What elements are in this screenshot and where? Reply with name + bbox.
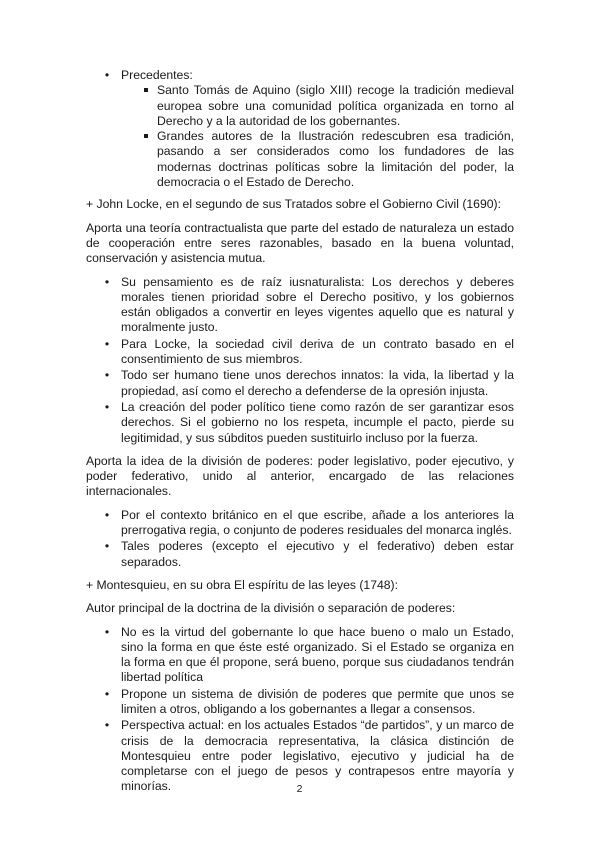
- sublist-item: [121, 83, 514, 129]
- sublist-item-text: Grandes autores de la Ilustración redescubren esa tradición, pasando a ser considerados como los fundadores de las modernas doctrinas políticas sobre la limitación del poder, la democracia o el Estado de Derecho.: [157, 129, 514, 190]
- montesquieu-bullets: [86, 625, 514, 795]
- list-item: [86, 625, 514, 686]
- list-item-text: La creación del poder político tiene como razón de ser garantizar esos derechos. Si el gobierno no los respeta, incumple el pacto, pierde su legitimidad, y sus súbditos pueden sustituirlo incluso por la fuerza.: [121, 399, 514, 445]
- list-item-text: Todo ser humano tiene unos derechos innatos: la vida, la libertad y la propiedad, así como el derecho a defenderse de la opresión injusta.: [121, 368, 514, 398]
- bullet-icon: •: [104, 718, 110, 733]
- montesquieu-intro: Autor principal de la doctrina de la división o separación de poderes:: [86, 601, 456, 616]
- locke-division-bullets: [86, 508, 514, 570]
- square-bullet-icon: [144, 88, 148, 92]
- list-item-text: Por el contexto británico en el que escribe, añade a los anteriores la prerrogativa regia, o conjunto de poderes residuales del monarca inglés.: [121, 507, 514, 538]
- list-item: [86, 337, 514, 368]
- precedentes-label: Precedentes:: [121, 68, 193, 82]
- list-item: [86, 539, 514, 570]
- list-item: [86, 400, 514, 446]
- sublist-item-text: Santo Tomás de Aquino (siglo XIII) recoge la tradición medieval europea sobre una comunidad política organizada en torno al Derecho y a la autoridad de los gobernantes.: [157, 83, 514, 128]
- list-item: [86, 275, 514, 336]
- bullet-icon: •: [104, 336, 110, 351]
- list-item-text: No es la virtud del gobernante lo que hace bueno o malo un Estado, sino la forma en que éste esté organizado. Si el Estado se organiza en la forma en que él propone, será bueno, porque sus ciudadanos tendrán libertad política: [121, 624, 514, 685]
- bullet-icon: •: [104, 539, 110, 554]
- bullet-icon: •: [104, 686, 110, 701]
- list-item-text: Para Locke, la sociedad civil deriva de un contrato basado en el consentimiento de sus miembros.: [121, 336, 514, 367]
- list-item: [86, 687, 514, 718]
- locke-heading: + John Locke, en el segundo de sus Tratados sobre el Gobierno Civil (1690):: [86, 197, 501, 212]
- list-item: [86, 68, 514, 190]
- page-content: [86, 68, 514, 803]
- page-number: 2: [296, 783, 303, 795]
- list-item-text: Propone un sistema de división de poderes que permite que unos se limiten a otros, obligando a los gobernantes a llegar a consensos.: [121, 686, 514, 716]
- list-item-text: Tales poderes (excepto el ejecutivo y el federativo) deben estar separados.: [121, 539, 514, 569]
- locke-intro: Aporta una teoría contractualista que parte del estado de naturaleza un estado de cooperación entre seres razonables, basado en la buena voluntad, conservación y asistencia mutua.: [86, 220, 514, 266]
- locke-bullets: [86, 275, 514, 446]
- bullet-icon: •: [104, 368, 110, 383]
- bullet-icon: •: [104, 68, 110, 82]
- list-item-text: Perspectiva actual: en los actuales Estados “de partidos”, y un marco de crisis de la democracia representativa, la clásica distinción de Montesquieu entre poder legislativo, ejecutivo y judicial ha de completarse con el juego de pesos y contrapesos entre mayoría y minorías.: [121, 718, 514, 794]
- bullet-icon: •: [104, 507, 110, 522]
- list-item: [86, 368, 514, 399]
- list-item: [86, 508, 514, 539]
- square-bullet-icon: [144, 134, 148, 138]
- list-item-text: Su pensamiento es de raíz iusnaturalista: Los derechos y deberes morales tienen prioridad sobre el Derecho positivo, y los gobiernos están obligados a convertir en leyes vigentes aquello que es natural y moralmente justo.: [121, 274, 514, 335]
- precedentes-sublist: [121, 83, 514, 190]
- sublist-item: [121, 129, 514, 190]
- precedentes-list: [86, 68, 514, 190]
- bullet-icon: •: [104, 399, 110, 414]
- bullet-icon: •: [104, 274, 110, 289]
- bullet-icon: •: [104, 624, 110, 639]
- locke-division: Aporta la idea de la división de poderes: poder legislativo, poder ejecutivo, y poder federativo, unido al anterior, encargado de las relaciones internacionales.: [86, 453, 514, 499]
- montesquieu-heading: + Montesquieu, en su obra El espíritu de las leyes (1748):: [86, 577, 398, 592]
